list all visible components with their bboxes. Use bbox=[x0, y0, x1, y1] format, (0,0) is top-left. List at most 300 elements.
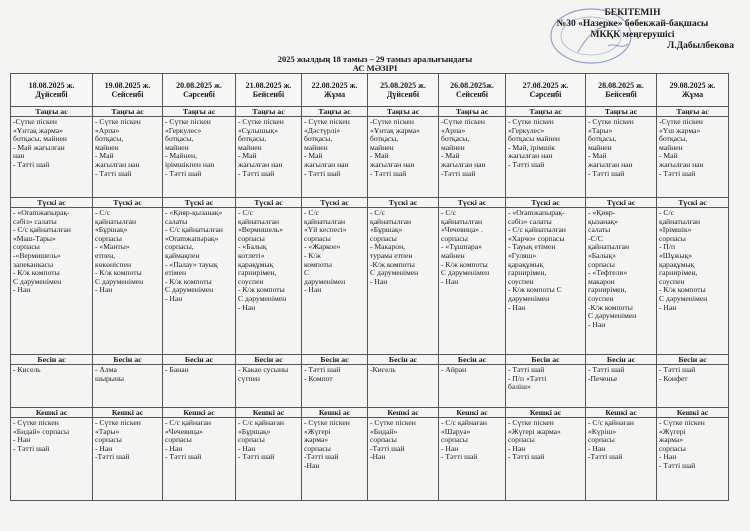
menu-item-line: қызанақ» bbox=[588, 216, 619, 226]
menu-item-line: - К/ж компоты bbox=[95, 268, 142, 278]
menu-item-line: сорпасы bbox=[441, 233, 468, 243]
menu-item-line: «Чечевица» bbox=[165, 426, 203, 436]
menu-cell bbox=[586, 208, 657, 355]
menu-item-line: ботқасы, майнен bbox=[13, 134, 67, 144]
menu-item-line: - С/с қайнатылған bbox=[165, 225, 223, 235]
menu-item-line: гарнирімен, bbox=[588, 285, 627, 295]
breakfast-label-row bbox=[11, 107, 729, 117]
menu-item-line: сорпасы bbox=[304, 443, 331, 453]
menu-item-line: - Тәтті шай bbox=[508, 452, 545, 462]
menu-item-line: - К/ж компоты bbox=[238, 285, 285, 295]
meal-label: Таңғы ас bbox=[586, 107, 657, 117]
meal-label: Таңғы ас bbox=[236, 107, 302, 117]
menu-item-line: - Тәтті шай bbox=[659, 168, 696, 178]
menu-item-line: «Балық» bbox=[588, 250, 616, 260]
menu-item-line: жағылған нан bbox=[508, 151, 553, 161]
menu-cell bbox=[657, 208, 729, 355]
approval-role: МКҚК меңгерушісі bbox=[590, 30, 675, 40]
menu-item-line: - Нан bbox=[441, 443, 459, 453]
lunch-items-row bbox=[11, 208, 729, 355]
menu-item-line: - Тәтті шай bbox=[588, 365, 625, 374]
meal-label: Таңғы ас bbox=[657, 107, 729, 117]
meal-label: Таңғы ас bbox=[11, 107, 93, 117]
menu-item-line: ботқасы, bbox=[238, 134, 267, 144]
menu-item-line: «Бұршақ» bbox=[95, 225, 128, 235]
meal-label: Түскі ас bbox=[93, 198, 163, 208]
menu-item-line: - Тәтті шай bbox=[13, 443, 50, 453]
menu-item-line: - Тәтті шай bbox=[95, 168, 132, 178]
menu-item-line: - К/ж компоты bbox=[441, 259, 488, 269]
menu-item-line: - «Оramжапырақ- bbox=[13, 208, 70, 217]
menu-cell bbox=[236, 365, 302, 408]
meal-label: Таңғы ас bbox=[163, 107, 236, 117]
day-header-row bbox=[11, 74, 729, 107]
menu-item-line: С дәруменімен bbox=[95, 276, 144, 286]
menu-item-line: - Май bbox=[441, 151, 460, 161]
menu-item-line: қарақұмық bbox=[659, 259, 695, 269]
menu-item-line: - С/с bbox=[95, 208, 110, 217]
menu-item-line: - «Жаркое» bbox=[304, 242, 341, 252]
menu-item-line: сорпасы bbox=[95, 233, 122, 243]
menu-item-line: - Айран bbox=[441, 365, 467, 374]
meal-label: Бесін ас bbox=[11, 355, 93, 365]
menu-item-line: көкөніспен bbox=[95, 259, 132, 269]
lunch-label-row bbox=[11, 198, 729, 208]
menu-item-line: - Нан bbox=[13, 285, 31, 295]
menu-item-line: - Нан bbox=[508, 302, 526, 312]
menu-item-line: - Сүтке піскен bbox=[165, 117, 211, 126]
menu-item-line: - С/с қайнатылған bbox=[13, 225, 71, 235]
menu-item-line: майнен bbox=[370, 142, 394, 152]
menu-item-line: сорпасы bbox=[370, 233, 397, 243]
menu-item-line: -Сүтке піскен bbox=[441, 117, 485, 126]
meal-label: Түскі ас bbox=[302, 198, 368, 208]
meal-label: Таңғы ас bbox=[302, 107, 368, 117]
menu-item-line: - Сүтке піскен bbox=[659, 418, 705, 427]
menu-item-line: сорпасы bbox=[659, 443, 686, 453]
menu-item-line: қайнатылған bbox=[659, 216, 701, 226]
meal-label: Бесін ас bbox=[93, 355, 163, 365]
menu-item-line: - «Оramжапырақ- bbox=[508, 208, 565, 217]
menu-item-line: салаты bbox=[165, 216, 188, 226]
snack-label-row bbox=[11, 355, 729, 365]
menu-item-line: майнен bbox=[588, 142, 612, 152]
meal-label: Кешкі ас bbox=[236, 408, 302, 418]
menu-item-line: - Нан bbox=[304, 285, 322, 295]
day-header-cell bbox=[11, 74, 93, 107]
menu-item-line: С дәруменімен bbox=[238, 293, 287, 303]
meal-label: Кешкі ас bbox=[506, 408, 586, 418]
menu-item-line: - Тәтті шай bbox=[659, 365, 696, 374]
menu-cell bbox=[11, 117, 93, 198]
menu-cell bbox=[236, 208, 302, 355]
menu-item-line: - «Тефтели» bbox=[588, 268, 628, 278]
menu-item-line: - К/ж компоты bbox=[165, 276, 212, 286]
approval-block bbox=[525, 8, 740, 52]
menu-cell bbox=[11, 418, 93, 501]
dinner-label-row bbox=[11, 408, 729, 418]
meal-label: Кешкі ас bbox=[439, 408, 506, 418]
menu-item-line: -К/ж компоты bbox=[370, 259, 415, 269]
meal-label: Бесін ас bbox=[236, 355, 302, 365]
menu-item-line: сүтпен bbox=[238, 373, 260, 383]
menu-item-line: ботқасы, bbox=[588, 134, 617, 144]
menu-item-line: С bbox=[304, 268, 310, 278]
menu-item-line: - Сүтке піскен bbox=[95, 418, 141, 427]
menu-item-line: етпен, bbox=[95, 250, 116, 260]
menu-cell bbox=[302, 365, 368, 408]
menu-item-line: «Ірімшік» bbox=[659, 225, 692, 235]
menu-item-line: С дәруменімен bbox=[370, 268, 419, 278]
menu-item-line: жағылған нан bbox=[441, 159, 486, 169]
menu-item-line: - Нан bbox=[13, 435, 31, 445]
menu-item-line: -Сүтке піскен bbox=[370, 117, 414, 126]
menu-item-line: - Нан bbox=[659, 302, 677, 312]
menu-item-line: сорпасы bbox=[238, 233, 265, 243]
menu-item-line: - Сүтке піскен bbox=[370, 418, 416, 427]
menu-item-line: турама етпен bbox=[370, 250, 413, 260]
menu-item-line: котлеті» bbox=[238, 250, 265, 260]
menu-item-line: ботқасы, bbox=[304, 134, 333, 144]
menu-item-line: - Майнен, bbox=[165, 151, 198, 161]
menu-item-line: - С/с қайнаған bbox=[588, 418, 634, 427]
menu-cell bbox=[439, 418, 506, 501]
menu-item-line: соуспен bbox=[238, 276, 264, 286]
menu-item-line: - С/с bbox=[441, 208, 456, 217]
menu-cell bbox=[368, 117, 439, 198]
menu-title: АС МӘЗІРІ bbox=[352, 63, 398, 73]
day-header-cell bbox=[236, 74, 302, 107]
menu-item-line: «Шұжық» bbox=[659, 250, 693, 260]
menu-item-line: сорпасы bbox=[13, 242, 40, 252]
menu-item-line: салаты bbox=[588, 225, 611, 235]
day-date: 21.08.2025 ж. bbox=[245, 81, 292, 90]
menu-item-line: - Май bbox=[238, 151, 257, 161]
menu-cell bbox=[302, 208, 368, 355]
menu-item-line: «Тары» bbox=[95, 426, 120, 436]
menu-item-line: - Май bbox=[370, 151, 389, 161]
menu-item-line: ботқасы, bbox=[659, 134, 688, 144]
menu-item-line: - Нан bbox=[588, 319, 606, 329]
menu-item-line: - Тәтті шай bbox=[304, 168, 341, 178]
menu-item-line: - Тәтті шай bbox=[304, 365, 341, 374]
menu-cell bbox=[439, 365, 506, 408]
meal-label: Кешкі ас bbox=[368, 408, 439, 418]
menu-item-line: - «Қияр- bbox=[588, 208, 616, 217]
menu-item-line: - Сүтке піскен bbox=[508, 117, 554, 126]
menu-item-line: қайнатылған bbox=[95, 216, 137, 226]
menu-item-line: - «Манты» bbox=[95, 242, 130, 252]
menu-cell bbox=[657, 117, 729, 198]
menu-cell bbox=[439, 117, 506, 198]
menu-item-line: - Нан bbox=[95, 443, 113, 453]
menu-item-line: жағылған нан bbox=[304, 159, 349, 169]
meal-label: Таңғы ас bbox=[368, 107, 439, 117]
menu-cell bbox=[586, 365, 657, 408]
menu-item-line: «Харчо» сорпасы bbox=[508, 233, 565, 243]
menu-item-line: - Тәтті шай bbox=[508, 159, 545, 169]
menu-item-line: сорпасы, bbox=[165, 242, 194, 252]
menu-item-line: - Май жағылған bbox=[13, 142, 65, 152]
menu-item-line: қаймақпен bbox=[165, 250, 200, 260]
snack-items-row bbox=[11, 365, 729, 408]
menu-item-line: «Бұршақ» bbox=[238, 426, 271, 436]
menu-item-line: дәруменімен bbox=[508, 293, 550, 303]
menu-cell bbox=[506, 208, 586, 355]
meal-label: Бесін ас bbox=[439, 355, 506, 365]
menu-item-line: - С/с bbox=[659, 208, 674, 217]
menu-item-line: -Тәтті шай bbox=[95, 452, 130, 462]
menu-item-line: жағылған нан bbox=[95, 159, 140, 169]
menu-item-line: - Сүтке піскен bbox=[238, 117, 284, 126]
menu-item-line: С дәруменімен bbox=[588, 311, 637, 321]
menu-item-line: жарма» bbox=[659, 435, 684, 445]
menu-item-line: «Шаруа» bbox=[441, 426, 471, 436]
menu-table bbox=[10, 73, 729, 501]
menu-item-line: - С/с bbox=[304, 208, 319, 217]
menu-item-line: - Сүтке піскен bbox=[508, 418, 554, 427]
menu-item-line: «Үй кеспесі» bbox=[304, 225, 347, 235]
menu-item-line: ботқасы, bbox=[370, 134, 399, 144]
menu-item-line: - Май bbox=[304, 151, 323, 161]
menu-item-line: сорпасы bbox=[165, 435, 192, 445]
menu-cell bbox=[368, 208, 439, 355]
meal-label: Түскі ас bbox=[163, 198, 236, 208]
menu-item-line: -Нан bbox=[370, 452, 386, 462]
menu-item-line: - Май bbox=[659, 151, 678, 161]
menu-item-line: - Банан bbox=[165, 365, 189, 374]
menu-item-line: сорпасы bbox=[95, 435, 122, 445]
menu-item-line: қарақұмық bbox=[238, 259, 274, 269]
menu-cell bbox=[11, 365, 93, 408]
menu-cell bbox=[506, 418, 586, 501]
menu-item-line: -«Вермишель» bbox=[13, 250, 61, 260]
menu-item-line: қайнатылған bbox=[304, 216, 346, 226]
menu-item-line: - Тәтті шай bbox=[441, 452, 478, 462]
meal-label: Түскі ас bbox=[236, 198, 302, 208]
menu-item-line: - П/п «Тәтті bbox=[508, 373, 547, 383]
meal-label: Бесін ас bbox=[163, 355, 236, 365]
menu-item-line: - Тәтті шай bbox=[238, 168, 275, 178]
menu-item-line: - С/с қайнаған bbox=[165, 418, 211, 427]
menu-item-line: -Печенье bbox=[588, 373, 618, 383]
menu-item-line: сәбіз» салаты bbox=[13, 216, 57, 226]
menu-item-line: - «Балық bbox=[238, 242, 267, 252]
menu-item-line: «Арпа» bbox=[95, 125, 120, 135]
menu-item-line: «Чечевица» . bbox=[441, 225, 483, 235]
menu-item-line: - Нан bbox=[238, 302, 256, 312]
menu-item-line: - Тәтті шай bbox=[370, 168, 407, 178]
menu-item-line: С дәруменімен bbox=[441, 268, 490, 278]
meal-label: Кешкі ас bbox=[11, 408, 93, 418]
menu-item-line: - Нан bbox=[238, 443, 256, 453]
menu-item-line: сорпасы bbox=[588, 259, 615, 269]
meal-label: Бесін ас bbox=[302, 355, 368, 365]
menu-item-line: -Кисель bbox=[370, 365, 396, 374]
menu-item-line: сорпасы bbox=[659, 233, 686, 243]
menu-item-line: -Нан bbox=[304, 460, 320, 470]
menu-item-line: майнен bbox=[441, 142, 465, 152]
menu-item-line: - К/ж bbox=[304, 250, 321, 260]
menu-item-line: - Какао сусыны bbox=[238, 365, 289, 374]
menu-item-line: - П/п bbox=[659, 242, 676, 252]
menu-item-line: - Сүтке піскен bbox=[304, 418, 350, 427]
menu-item-line: - С/с bbox=[238, 208, 253, 217]
meal-label: Бесін ас bbox=[368, 355, 439, 365]
day-weekday: Сейсенбі bbox=[111, 90, 144, 99]
menu-item-line: «Үш жарма» bbox=[659, 125, 701, 135]
menu-item-line: - Нан bbox=[370, 276, 388, 286]
menu-item-line: қайнатылған bbox=[441, 216, 483, 226]
meal-label: Түскі ас bbox=[657, 198, 729, 208]
menu-cell bbox=[236, 117, 302, 198]
menu-item-line: «Жүгері жарма» bbox=[508, 426, 561, 436]
approval-title: БЕКІТЕМІН bbox=[604, 8, 661, 18]
meal-label: Түскі ас bbox=[586, 198, 657, 208]
meal-label: Бесін ас bbox=[586, 355, 657, 365]
day-header-cell bbox=[506, 74, 586, 107]
menu-item-line: - Компот bbox=[304, 373, 333, 383]
menu-item-line: - Нан bbox=[508, 443, 526, 453]
menu-cell bbox=[368, 365, 439, 408]
menu-item-line: майнен bbox=[441, 250, 465, 260]
menu-cell bbox=[236, 418, 302, 501]
menu-item-line: сорпасы bbox=[441, 435, 468, 445]
menu-cell bbox=[163, 418, 236, 501]
menu-cell bbox=[506, 365, 586, 408]
menu-item-line: қайнатылған bbox=[588, 242, 630, 252]
menu-item-line: жағылған нан bbox=[659, 159, 704, 169]
menu-cell bbox=[368, 418, 439, 501]
menu-cell bbox=[657, 365, 729, 408]
day-header-cell bbox=[93, 74, 163, 107]
day-weekday: Сейсенбі bbox=[455, 90, 489, 99]
menu-item-line: ботқасы, bbox=[95, 134, 124, 144]
day-weekday: Бейсенбі bbox=[605, 90, 637, 99]
day-header-cell bbox=[657, 74, 729, 107]
menu-item-line: - Тәтті шай bbox=[508, 365, 545, 374]
day-date: 20.08.2025 ж. bbox=[176, 81, 222, 90]
dinner-items-row bbox=[11, 418, 729, 501]
day-weekday: Жұма bbox=[681, 90, 704, 99]
day-date: 28.08.2025 ж. bbox=[598, 81, 644, 90]
menu-item-line: - Нан bbox=[95, 285, 113, 295]
day-date: 25.08.2025 ж. bbox=[380, 81, 426, 90]
menu-item-line: майнен bbox=[304, 142, 328, 152]
meal-label: Кешкі ас bbox=[93, 408, 163, 418]
meal-label: Кешкі ас bbox=[302, 408, 368, 418]
menu-item-line: «Ұнтақ жарма» bbox=[13, 125, 63, 135]
day-header-cell bbox=[302, 74, 368, 107]
menu-item-line: «Вермишель» bbox=[238, 225, 284, 235]
meal-label: Түскі ас bbox=[11, 198, 93, 208]
menu-item-line: «Геркулес» bbox=[508, 125, 545, 135]
menu-item-line: С дәруменімен bbox=[165, 285, 214, 295]
day-date: 26.08.2025ж. bbox=[450, 81, 494, 90]
menu-item-line: «Жүгері bbox=[659, 426, 686, 436]
menu-item-line: сорпасы bbox=[588, 435, 615, 445]
menu-item-line: - «Палау» тауық bbox=[165, 259, 218, 269]
menu-item-line: қайнатылған bbox=[238, 216, 280, 226]
menu-item-line: - Нан bbox=[165, 443, 183, 453]
menu-period: 2025 жылдың 18 тамыз – 29 тамыз аралығындағы bbox=[277, 54, 473, 64]
meal-label: Таңғы ас bbox=[506, 107, 586, 117]
menu-item-line: - Май bbox=[95, 151, 114, 161]
menu-item-line: - Макарон, bbox=[370, 242, 406, 252]
day-date: 19.08.2025 ж. bbox=[104, 81, 151, 90]
menu-item-line: шырыны bbox=[95, 373, 125, 383]
menu-cell bbox=[657, 418, 729, 501]
menu-cell bbox=[93, 365, 163, 408]
day-weekday: Сәрсенбі bbox=[529, 90, 562, 99]
menu-item-line: - С/с қайнаған bbox=[238, 418, 284, 427]
menu-item-line: жағылған нан bbox=[588, 159, 633, 169]
menu-item-line: соуспен bbox=[508, 276, 534, 286]
breakfast-items-row bbox=[11, 117, 729, 198]
menu-cell bbox=[302, 418, 368, 501]
day-date: 18.08.2025 ж. bbox=[28, 81, 75, 90]
menu-item-line: гарнирімен, bbox=[508, 268, 547, 278]
menu-item-line: жарма» bbox=[304, 435, 329, 445]
menu-cell bbox=[11, 208, 93, 355]
menu-item-line: «Күріш» bbox=[588, 426, 617, 436]
menu-item-line: - Алма bbox=[95, 365, 117, 374]
day-date: 22.08.2025 ж. bbox=[311, 81, 358, 90]
menu-item-line: «Арпа» bbox=[441, 125, 466, 135]
menu-item-line: - Нан bbox=[441, 276, 459, 286]
menu-cell bbox=[506, 117, 586, 198]
menu-item-line: - К/ж компоты bbox=[13, 268, 60, 278]
menu-item-line: компоты bbox=[304, 259, 332, 269]
menu-item-line: -Сүтке піскен bbox=[659, 117, 703, 126]
menu-item-line: - Нан bbox=[588, 443, 606, 453]
day-header-cell bbox=[163, 74, 236, 107]
menu-item-line: -С/С bbox=[588, 233, 603, 243]
menu-item-line: «Маш-Тары» bbox=[13, 233, 56, 243]
day-header-cell bbox=[586, 74, 657, 107]
menu-item-line: -К/ж компоты bbox=[588, 302, 633, 312]
menu-item-line: қайнатылған bbox=[370, 216, 412, 226]
day-header-cell bbox=[439, 74, 506, 107]
menu-item-line: - Тәтті шай bbox=[588, 168, 625, 178]
menu-cell bbox=[93, 117, 163, 198]
day-weekday: Дүйсенбі bbox=[386, 90, 420, 99]
menu-item-line: -Тәтті шай bbox=[441, 168, 476, 178]
menu-item-line: ботқасы, bbox=[165, 134, 194, 144]
meal-label: Кешкі ас bbox=[586, 408, 657, 418]
menu-item-line: - Тәтті шай bbox=[659, 460, 696, 470]
menu-item-line: сорпасы bbox=[508, 435, 535, 445]
menu-item-line: запеканкасы bbox=[13, 259, 54, 269]
menu-item-line: С дәруменімен bbox=[13, 276, 62, 286]
meal-label: Кешкі ас bbox=[657, 408, 729, 418]
menu-item-line: - Сүтке піскен bbox=[588, 117, 634, 126]
menu-item-line: -Сүтке піскен bbox=[13, 117, 57, 126]
menu-item-line: С дәруменімен bbox=[659, 293, 708, 303]
menu-item-line: - Конфет bbox=[659, 373, 688, 383]
menu-item-line: «Геркулес» bbox=[165, 125, 202, 135]
menu-item-line: «Бұршақ» bbox=[370, 225, 403, 235]
day-weekday: Дүйсенбі bbox=[35, 90, 68, 99]
menu-item-line: дәруменімен bbox=[304, 276, 346, 286]
menu-item-line: - Тауық етімен bbox=[508, 242, 556, 252]
day-header-cell bbox=[368, 74, 439, 107]
menu-item-line: - Сүтке піскен bbox=[13, 418, 59, 427]
menu-item-line: - Май, ірімшік bbox=[508, 142, 555, 152]
meal-label: Түскі ас bbox=[506, 198, 586, 208]
menu-item-line: - «Тұшпара» bbox=[441, 242, 482, 252]
menu-item-line: - Тәтті шай bbox=[165, 168, 202, 178]
